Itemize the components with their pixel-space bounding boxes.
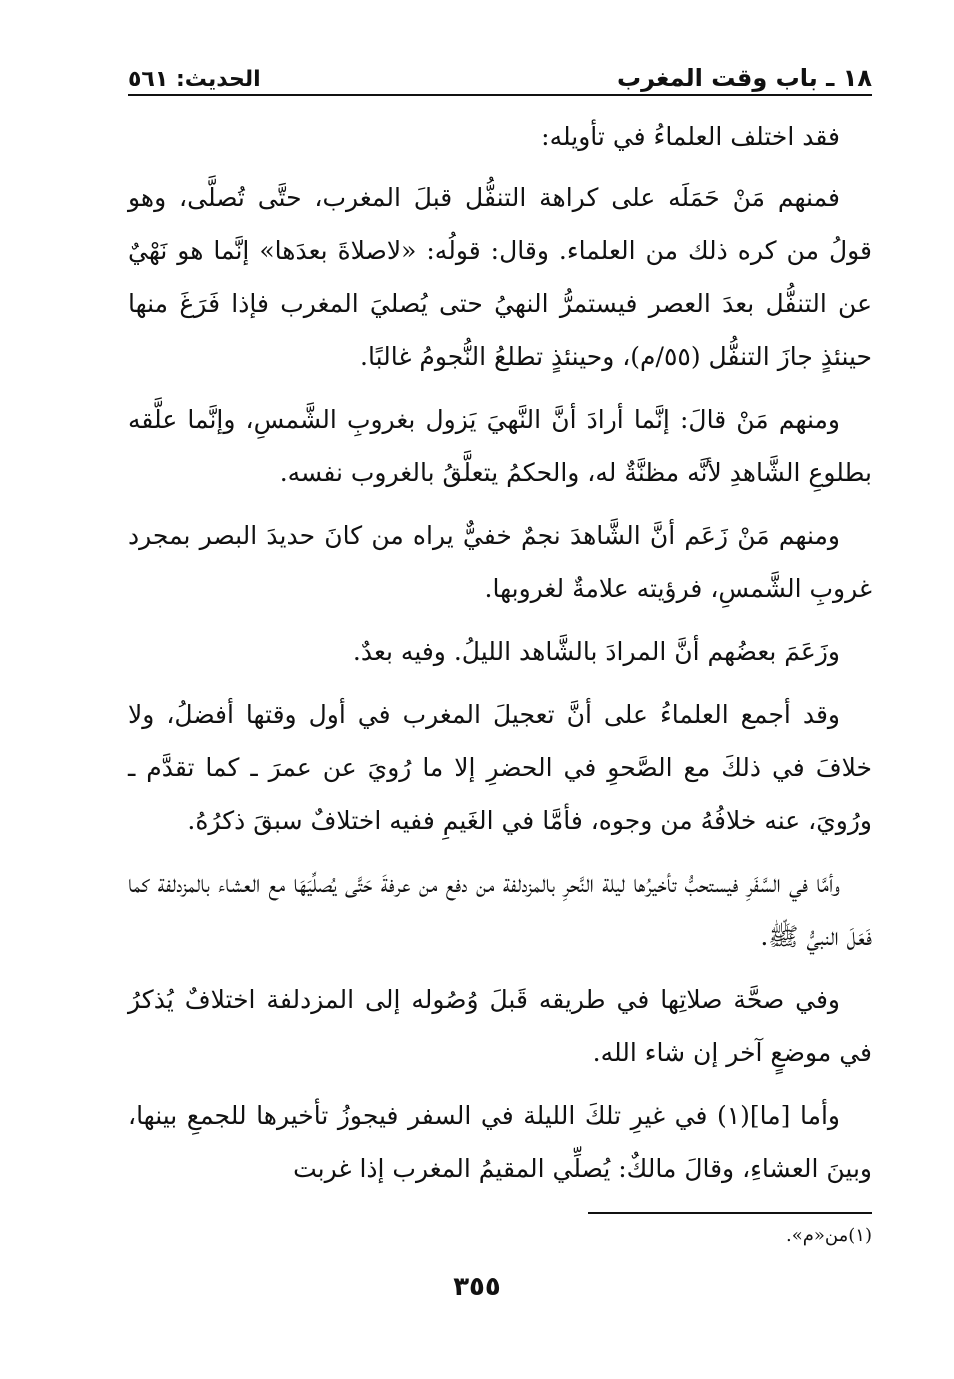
paragraph: وزَعَمَ بعضُهم أنَّ المرادَ بالشَّاهد الليلُ. وفيه بعدٌ. bbox=[352, 637, 840, 666]
hadith-reference: الحديث: ٥٦١ bbox=[128, 67, 261, 92]
paragraph: وأمَّا في السَّفَرِ فيستحبُّ تأخيرُها ليلة النَّحرِ بالمزدلفة من دفع من عرفةَ حَتَّى يُصلِّيَهَا مع العشاء بالمزدلفة كما فَعَلَ النبيُّ ﷺ. bbox=[128, 869, 872, 951]
paragraph: فمنهم مَنْ حَمَلَه على كراهة التنفُّل قبلَ المغرب، حتَّى تُصلَّى، وهو قولُ من كره ذلك من العلماء. وقال: قولُه: «لاصلاةَ بعدَها» إنَّما هو نَهْيٌ عن التنفُّل بعدَ العصر فيستمرُّ النهيُ حتى يُصليَ المغرب فإذا فَرَغَ منها حينئذٍ جازَ التنفُّل (٥٥/م)، وحينئذٍ تطلعُ النُّجومُ غالبًا. bbox=[128, 183, 872, 371]
footnote: (١)من«م». bbox=[786, 1225, 872, 1246]
paragraph: فقد اختلف العلماءُ في تأويله: bbox=[541, 122, 840, 151]
footnote-separator bbox=[588, 1212, 872, 1214]
paragraph: وأما [ما](١) في غيرِ تلكَ الليلة في السفر فيجوزُ تأخيرها للجمعِ بينها، وبينَ العشاءِ، وقالَ مالكٌ: يُصلِّي المقيمُ المغرب إذا غربت bbox=[128, 1101, 872, 1183]
paragraph: ومنهم مَنْ زَعَم أنَّ الشَّاهدَ نجمٌ خفيٌّ يراه من كانَ حديدَ البصر بمجرد غروبِ الشَّمسِ، فرؤيته علامةٌ لغروبها. bbox=[128, 521, 872, 603]
chapter-title: ١٨ ـ باب وقت المغرب bbox=[616, 64, 872, 92]
paragraph: ومنهم مَنْ قالَ: إنَّما أرادَ أنَّ النَّهيَ يَزول بغروبِ الشَّمسِ، وإنَّما علَّقه بطلوعِ الشَّاهدِ لأنَّه مظنَّةٌ له، والحكمُ يتعلَّقُ بالغروب نفسه. bbox=[128, 405, 872, 487]
paragraph: وقد أجمع العلماءُ على أنَّ تعجيلَ المغرب في أول وقتها أفضلُ، ولا خلافَ في ذلكَ مع الصَّحوِ في الحضرِ إلا ما رُويَ عن عمرَ ـ كما تقدَّم ـ ورُويَ، عنه خلافُهُ من وجوه، فأمَّا في الغَيمِ ففيه اختلافٌ سبقَ ذكرُهُ. bbox=[128, 700, 872, 835]
body-text bbox=[128, 110, 872, 1205]
paragraph: وفي صحَّة صلاتِها في طريقه قَبلَ وُصُوله إلى المزدلفة اختلافٌ يُذكرُ في موضعٍ آخر إن شاء الله. bbox=[128, 985, 872, 1067]
running-header bbox=[128, 52, 872, 96]
page-number: ٣٥٥ bbox=[453, 1272, 501, 1302]
